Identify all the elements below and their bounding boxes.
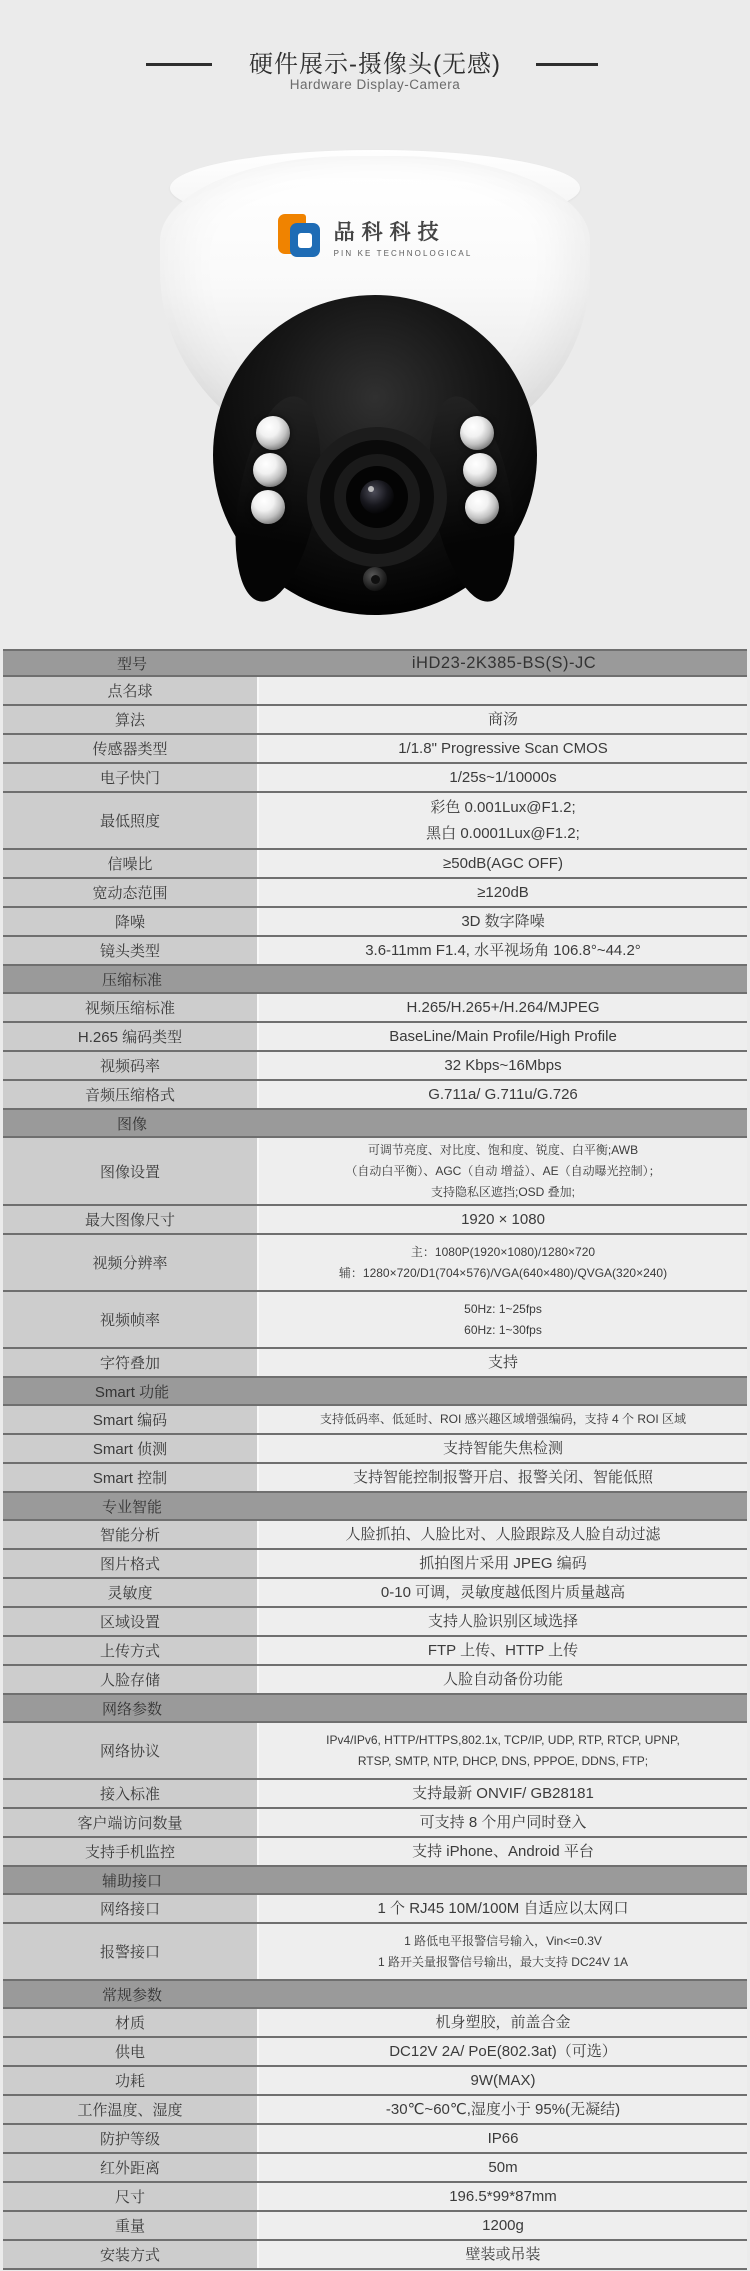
spec-label: 客户端访问数量 — [3, 1809, 259, 1836]
spec-value — [259, 1838, 747, 1865]
spec-value-line: 支持 — [487, 1353, 518, 1371]
spec-row — [3, 1521, 747, 1550]
spec-label: H.265 编码类型 — [3, 1023, 259, 1050]
spec-row — [3, 764, 747, 793]
spec-value-line: 壁装或吊装 — [465, 2245, 541, 2263]
spec-row — [3, 1081, 747, 1110]
spec-value-line: 机身塑胶，前盖合金 — [435, 2013, 571, 2031]
model-number: iHD23-2K385-BS(S)-JC — [411, 653, 597, 672]
spec-value — [259, 1435, 747, 1462]
spec-value — [259, 2154, 747, 2181]
spec-row — [3, 1206, 747, 1235]
spec-value-line: 1 路开关量报警信号输出，最大支持 DC24V 1A — [377, 1954, 629, 1969]
spec-row — [3, 1023, 747, 1052]
spec-value — [259, 764, 747, 791]
spec-value-line: 1/25s~1/10000s — [449, 768, 557, 786]
spec-value-line: 1/1.8" Progressive Scan CMOS — [398, 739, 608, 757]
spec-label: 接入标准 — [3, 1780, 259, 1807]
camera-lens — [307, 427, 447, 567]
spec-row — [3, 2038, 747, 2067]
spec-row — [3, 1637, 747, 1666]
spec-value — [259, 706, 747, 733]
ir-led-icon — [463, 453, 497, 487]
spec-row — [3, 1435, 747, 1464]
spec-row — [3, 1809, 747, 1838]
spec-label: 支持手机监控 — [3, 1838, 259, 1865]
spec-value-line: 60Hz: 1~30fps — [464, 1322, 542, 1337]
brand-name-cn: 品科科技 — [333, 221, 446, 244]
spec-label: 视频压缩标准 — [3, 994, 259, 1021]
spec-value — [259, 677, 747, 704]
spec-value — [259, 1138, 747, 1204]
spec-value — [259, 1052, 747, 1079]
title-dash-right — [536, 63, 598, 66]
spec-label: 人脸存储 — [3, 1666, 259, 1693]
spec-value — [259, 1608, 747, 1635]
spec-label: 点名球 — [3, 677, 259, 704]
spec-value — [259, 879, 747, 906]
ir-led-icon — [251, 490, 285, 524]
spec-value — [259, 735, 747, 762]
spec-label: 尺寸 — [3, 2183, 259, 2210]
section-row — [3, 1867, 747, 1895]
spec-label: 宽动态范围 — [3, 879, 259, 906]
spec-row — [3, 2241, 747, 2270]
spec-value — [259, 1464, 747, 1491]
spec-value-line: IPv4/IPv6, HTTP/HTTPS,802.1x, TCP/IP, UDP, RTP, RTCP, UPNP, — [326, 1732, 680, 1747]
spec-value-line: 1 个 RJ45 10M/100M 自适应以太网口 — [377, 1899, 629, 1917]
spec-label: 型号 — [116, 655, 147, 673]
section-label: Smart 功能 — [94, 1383, 170, 1401]
spec-value-line: （自动白平衡）、AGC（自动 增益）、AE（自动曝光控制）； — [345, 1163, 661, 1178]
spec-value-line: -30℃~60℃,湿度小于 95%(无凝结) — [385, 2100, 621, 2118]
spec-row — [3, 2096, 747, 2125]
spec-value — [259, 1809, 747, 1836]
spec-value — [259, 937, 747, 964]
spec-value — [259, 1637, 747, 1664]
spec-value-line: G.711a/ G.711u/G.726 — [428, 1085, 578, 1103]
spec-label: 红外距离 — [3, 2154, 259, 2181]
spec-row — [3, 735, 747, 764]
spec-label: 镜头类型 — [3, 937, 259, 964]
spec-value — [259, 850, 747, 877]
spec-value-line: RTSP, SMTP, NTP, DHCP, DNS, PPPOE, DDNS, FTP; — [357, 1753, 649, 1768]
section-label: 常规参数 — [101, 1986, 162, 2004]
spec-row — [3, 2212, 747, 2241]
spec-label: 区域设置 — [3, 1608, 259, 1635]
spec-label: 防护等级 — [3, 2125, 259, 2152]
page-subtitle: Hardware Display-Camera — [289, 77, 461, 92]
ir-led-icon — [460, 416, 494, 450]
spec-row — [3, 908, 747, 937]
spec-label: 材质 — [3, 2009, 259, 2036]
spec-row — [3, 1464, 747, 1493]
spec-value — [259, 2125, 747, 2152]
spec-row — [3, 850, 747, 879]
spec-label: 字符叠加 — [3, 1349, 259, 1376]
spec-value-line: H.265/H.265+/H.264/MJPEG — [406, 998, 600, 1016]
header — [0, 0, 750, 110]
spec-value-line: 3.6-11mm F1.4, 水平视场角 106.8°~44.2° — [365, 941, 641, 959]
section-label: 网络参数 — [101, 1700, 162, 1718]
spec-value-line: 人脸抓拍、人脸比对、人脸跟踪及人脸自动过滤 — [345, 1525, 661, 1543]
spec-value — [259, 2009, 747, 2036]
spec-value — [259, 1723, 747, 1778]
spec-row — [3, 937, 747, 966]
spec-label: 网络接口 — [3, 1895, 259, 1922]
spec-row — [3, 879, 747, 908]
spec-value-line: 9W(MAX) — [470, 2071, 536, 2089]
spec-value — [259, 994, 747, 1021]
spec-label: 音频压缩格式 — [3, 1081, 259, 1108]
spec-value-line: 商汤 — [487, 710, 518, 728]
spec-value-line: 辅：1280×720/D1(704×576)/VGA(640×480)/QVGA(320×240) — [338, 1265, 668, 1280]
spec-label: 电子快门 — [3, 764, 259, 791]
spec-value — [259, 2038, 747, 2065]
section-row — [3, 1695, 747, 1723]
spec-value — [259, 1406, 747, 1433]
spec-label: 降噪 — [3, 908, 259, 935]
spec-row — [3, 1924, 747, 1981]
spec-label: 传感器类型 — [3, 735, 259, 762]
brand-logo-icon — [278, 214, 322, 260]
section-row — [3, 1378, 747, 1406]
spec-value-line: FTP 上传、HTTP 上传 — [427, 1641, 579, 1659]
spec-value-line: 支持低码率、低延时、ROI 感兴趣区域增强编码，支持 4 个 ROI 区域 — [319, 1412, 686, 1426]
spec-row — [3, 994, 747, 1023]
spec-row — [3, 1666, 747, 1695]
section-label: 辅助接口 — [101, 1872, 162, 1890]
spec-value-line: 0-10 可调，灵敏度越低图片质量越高 — [380, 1583, 626, 1601]
spec-row — [3, 2154, 747, 2183]
spec-label: 工作温度、湿度 — [3, 2096, 259, 2123]
spec-value-line: 可调节亮度、对比度、饱和度、锐度、白平衡;AWB — [367, 1142, 639, 1157]
spec-value — [259, 1206, 747, 1233]
spec-label: 视频帧率 — [3, 1292, 259, 1347]
spec-value — [259, 908, 747, 935]
spec-row — [3, 1838, 747, 1867]
spec-value — [259, 2212, 747, 2239]
spec-row — [3, 1723, 747, 1780]
section-row — [3, 1110, 747, 1138]
spec-value — [259, 1924, 747, 1979]
spec-value-line: 可支持 8 个用户同时登入 — [419, 1813, 587, 1831]
spec-label: 智能分析 — [3, 1521, 259, 1548]
spec-value-line: ≥120dB — [477, 883, 529, 901]
spec-value-line: 50Hz: 1~25fps — [464, 1301, 542, 1316]
spec-row — [3, 1406, 747, 1435]
camera-lens-dome — [213, 295, 537, 615]
spec-value-line: 32 Kbps~16Mbps — [444, 1056, 562, 1074]
spec-value-line: 抓拍图片采用 JPEG 编码 — [419, 1554, 587, 1572]
spec-value — [259, 2096, 747, 2123]
spec-value — [259, 1349, 747, 1376]
spec-value-line: 彩色 0.001Lux@F1.2; — [430, 798, 576, 816]
model-row — [3, 651, 747, 677]
spec-value-line: 1920 × 1080 — [461, 1210, 545, 1228]
spec-value — [259, 1579, 747, 1606]
ir-led-icon — [465, 490, 499, 524]
spec-value — [259, 1292, 747, 1347]
spec-row — [3, 2067, 747, 2096]
spec-label: 信噪比 — [3, 850, 259, 877]
spec-label: 视频码率 — [3, 1052, 259, 1079]
camera-image — [0, 110, 750, 650]
spec-row — [3, 2125, 747, 2154]
spec-value-line: 人脸自动备份功能 — [442, 1670, 563, 1688]
spec-label: 灵敏度 — [3, 1579, 259, 1606]
spec-value-line: 支持人脸识别区域选择 — [427, 1612, 578, 1630]
spec-value-line: 支持智能失焦检测 — [442, 1439, 563, 1457]
spec-value — [259, 2183, 747, 2210]
spec-value-line: DC12V 2A/ PoE(802.3at)（可选） — [389, 2042, 617, 2060]
spec-value-line: 主：1080P(1920×1080)/1280×720 — [410, 1244, 596, 1259]
section-row — [3, 1493, 747, 1521]
spec-row — [3, 1895, 747, 1924]
spec-value — [259, 1550, 747, 1577]
spec-value — [259, 1023, 747, 1050]
spec-label: 安装方式 — [3, 2241, 259, 2268]
spec-row — [3, 677, 747, 706]
screw-icon — [363, 567, 387, 591]
spec-row — [3, 1579, 747, 1608]
spec-label: 图片格式 — [3, 1550, 259, 1577]
ir-led-icon — [256, 416, 290, 450]
spec-label: 上传方式 — [3, 1637, 259, 1664]
lens-glass — [360, 480, 394, 514]
spec-value-line: 1 路低电平报警信号输入，Vin<=0.3V — [404, 1933, 602, 1948]
spec-value-line: ≥50dB(AGC OFF) — [443, 854, 563, 872]
spec-value-line: BaseLine/Main Profile/High Profile — [389, 1027, 617, 1045]
spec-label: 重量 — [3, 2212, 259, 2239]
spec-row — [3, 1138, 747, 1206]
spec-value-line: 支持隐私区遮挡;OSD 叠加; — [430, 1184, 575, 1199]
spec-table — [3, 649, 747, 2270]
spec-value — [259, 2067, 747, 2094]
section-label: 专业智能 — [101, 1498, 162, 1516]
spec-label: 最低照度 — [3, 793, 259, 848]
spec-label: 供电 — [3, 2038, 259, 2065]
section-label: 压缩标准 — [101, 971, 162, 989]
page-title: 硬件展示-摄像头(无感) — [249, 51, 501, 78]
spec-value — [259, 1235, 747, 1290]
spec-row — [3, 1292, 747, 1349]
spec-row — [3, 793, 747, 850]
brand-name-en: PIN KE TECHNOLOGICAL — [333, 249, 473, 258]
spec-value-line: 支持最新 ONVIF/ GB28181 — [412, 1784, 594, 1802]
spec-label: 最大图像尺寸 — [3, 1206, 259, 1233]
spec-value — [259, 1895, 747, 1922]
spec-row — [3, 1780, 747, 1809]
spec-value-line: 1200g — [482, 2216, 524, 2234]
spec-row — [3, 1349, 747, 1378]
section-label: 图像 — [116, 1115, 147, 1133]
spec-label: 网络协议 — [3, 1723, 259, 1778]
ir-led-icon — [253, 453, 287, 487]
spec-value — [259, 793, 747, 848]
spec-label: 功耗 — [3, 2067, 259, 2094]
section-row — [3, 1981, 747, 2009]
spec-row — [3, 1550, 747, 1579]
spec-value-line: 50m — [488, 2158, 518, 2176]
spec-label: 视频分辨率 — [3, 1235, 259, 1290]
spec-value — [259, 1780, 747, 1807]
spec-value-line: 支持智能控制报警开启、报警关闭、智能低照 — [352, 1468, 653, 1486]
spec-value-line: 3D 数字降噪 — [461, 912, 545, 930]
spec-row — [3, 2183, 747, 2212]
spec-value-line: 196.5*99*87mm — [449, 2187, 557, 2205]
spec-value — [259, 1521, 747, 1548]
spec-row — [3, 1608, 747, 1637]
spec-row — [3, 2009, 747, 2038]
spec-value-line: 黑白 0.0001Lux@F1.2; — [426, 824, 580, 842]
spec-label: Smart 控制 — [3, 1464, 259, 1491]
spec-row — [3, 706, 747, 735]
spec-label: 算法 — [3, 706, 259, 733]
spec-value — [259, 1081, 747, 1108]
brand-logo — [0, 214, 750, 260]
spec-label: 报警接口 — [3, 1924, 259, 1979]
spec-label: Smart 编码 — [3, 1406, 259, 1433]
spec-value-line: 支持 iPhone、Android 平台 — [412, 1842, 594, 1860]
spec-value — [259, 1666, 747, 1693]
spec-label: 图像设置 — [3, 1138, 259, 1204]
spec-value — [259, 2241, 747, 2268]
section-row — [3, 966, 747, 994]
spec-row — [3, 1052, 747, 1081]
spec-label: Smart 侦测 — [3, 1435, 259, 1462]
spec-row — [3, 1235, 747, 1292]
spec-value-line: IP66 — [487, 2129, 519, 2147]
